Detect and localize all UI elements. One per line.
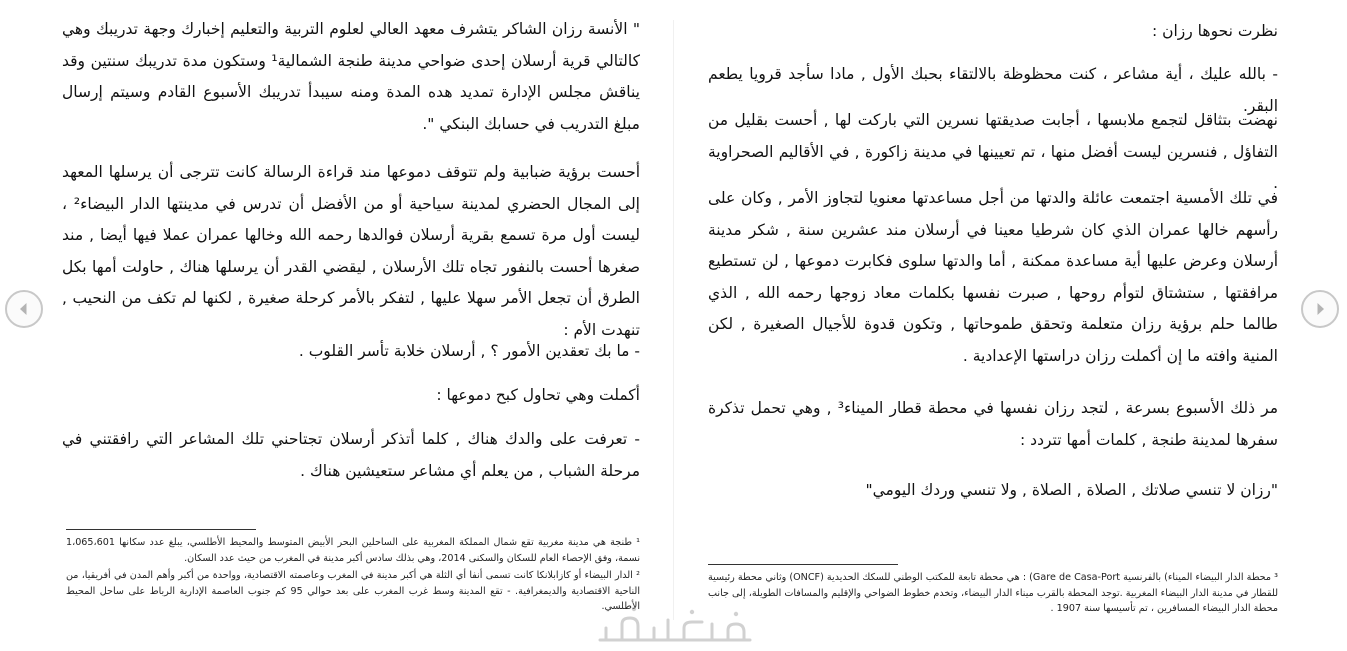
footnote: ² الدار البيضاء أو كازابلانكا كانت تسمى أنفا أي الثلة هي أكبر مدينة في المغرب وعاصمته الاقتصادية، وواحدة من أكبر وأهم المدن في أفريقيا، من الناحية الاقتصادية والديمغرافية. - تقع المدينة وسط غرب المغرب على بعد حوالي 95 كم جنوب العاصمة الإدارية الرباط على ساحل المحيط الأطلسي. xyxy=(66,570,640,612)
footnote: ³ محطة الدار البيضاء الميناء) بالفرنسية Gare de Casa-Port) : هي محطة تابعة للمكتب الوطني للسكك الحديدية (ONCF) وثاني محطة رئيسية للقطار في مدينة الدار البيضاء المغربية .توجد المحطة بالقرب ميناء الدار البيضاء، وتخدم خطوط الضواحي والإقليم والمسافات الطويلة، إلى جانب محطة الدار البيضاء المسافرين ، تم تأسيسها سنة 1907 . xyxy=(708,572,1278,614)
paragraph: أكملت وهي تحاول كبح دموعها : xyxy=(436,386,640,404)
paragraph: - تعرفت على والدك هناك , كلما أتذكر أرسلان تجتاحني تلك المشاعر التي رافقتني في مرحلة الشباب , من يعلم أي مشاعر ستعيشين هناك . xyxy=(62,430,640,480)
page-spine xyxy=(673,20,674,620)
right-page xyxy=(708,0,1278,651)
khamsat-watermark-logo xyxy=(592,600,758,648)
paragraph: " الأنسة رزان الشاكر يتشرف معهد العالي لعلوم التربية والتعليم إخبارك وجهة تدريبك وهي كالتالي قرية أرسلان إحدى ضواحي مدينة طنجة الشمالية¹ وستكون مدة تدريبك سنتين وقد يناقش مجلس الإدارة تمديد هده المدة ومنه سيبدأ تدريبك الأسبوع القادم وسيتم إرسال مبلغ التدريب في حسابك البنكي ". xyxy=(62,20,640,133)
next-page-button[interactable] xyxy=(1301,290,1339,328)
previous-page-button[interactable] xyxy=(5,290,43,328)
chevron-right-icon xyxy=(1310,299,1330,319)
paragraph: - ما بك تعقدين الأمور ؟ , أرسلان خلابة تأسر القلوب . xyxy=(298,342,640,360)
paragraph: نهضت بتثاقل لتجمع ملابسها ، أجابت صديقتها نسرين التي باركت لها , أحست بقليل من التفاؤل , فنسرين ليست أفضل منها ، تم تعيينها في مدينة زاكورة , في الأقاليم الصحراوية . xyxy=(708,111,1278,192)
paragraph: - بالله عليك ، أية مشاعر ، كنت محظوظة بالالتقاء بحبك الأول , مادا سأجد قرويا يطعم البقر. xyxy=(708,65,1278,115)
footnote: ¹ طنجة هي مدينة مغربية تقع شمال المملكة المغربية على الساحلين البحر الأبيض المتوسط والمحيط الأطلسي، يبلغ عدد سكانها 1،065،601 نسمة، وفق الإحصاء العام للسكان والسكنى 2014، وهي بذلك سادس أكبر مدينة في المغرب من حيث عدد السكان. xyxy=(66,537,640,564)
chevron-left-icon xyxy=(14,299,34,319)
paragraph: "رزان لا تنسي صلاتك , الصلاة , الصلاة , ولا تنسي وردك اليومي" xyxy=(865,481,1278,499)
footnote-separator xyxy=(708,564,898,565)
paragraph: نظرت نحوها رزان : xyxy=(1151,22,1278,40)
paragraph: أحست برؤية ضبابية ولم تتوقف دموعها مند قراءة الرسالة كانت تترجى أن يرسلها المعهد إلى المجال الحضري لمدينة سياحية أو من الأفضل أن تدرس في مدينتها الدار البيضاء² ، ليست أول مرة تسمع بقرية أرسلان فوالدها رحمه الله وخالها عمران عملا فيها أيضا , مند صغرها أحست بالنفور تجاه تلك الأرسلان , ليقضي القدر أن يرسلها هناك , حاولت أمها بكل الطرق أن تجعل الأمر سهلا عليها , لتفكر بالأمر كرحلة صغيرة , لكنها لم تكف من النحيب , تنهدت الأم : xyxy=(62,163,640,339)
paragraph: في تلك الأمسية اجتمعت عائلة والدتها من أجل مساعدتها معنويا لتجاوز الأمر , وكان على رأسهم خالها عمران الذي كان شرطيا معينا في أرسلان مند عشرين سنة , شكر مدينة أرسلان وعرض عليها أية مساعدة ممكنة , أما والدتها سلوى فكابرت دموعها , لن تستطيع مرافقتها , ستشتاق لتوأم روحها , صبرت نفسها بكلمات معاد زوجها رحمه الله , الذي طالما حلم برؤية رزان متعلمة وتحقق طموحاتها , وتكون قدوة للأجيال الصغيرة , لكن المنية وافته ما إن أكملت رزان دراستها الإعدادية . xyxy=(708,189,1278,365)
footnote-separator xyxy=(66,529,256,530)
paragraph: مر ذلك الأسبوع بسرعة , لتجد رزان نفسها في محطة قطار الميناء³ , وهي تحمل تذكرة سفرها لمدينة طنجة , كلمات أمها تتردد : xyxy=(708,399,1279,449)
